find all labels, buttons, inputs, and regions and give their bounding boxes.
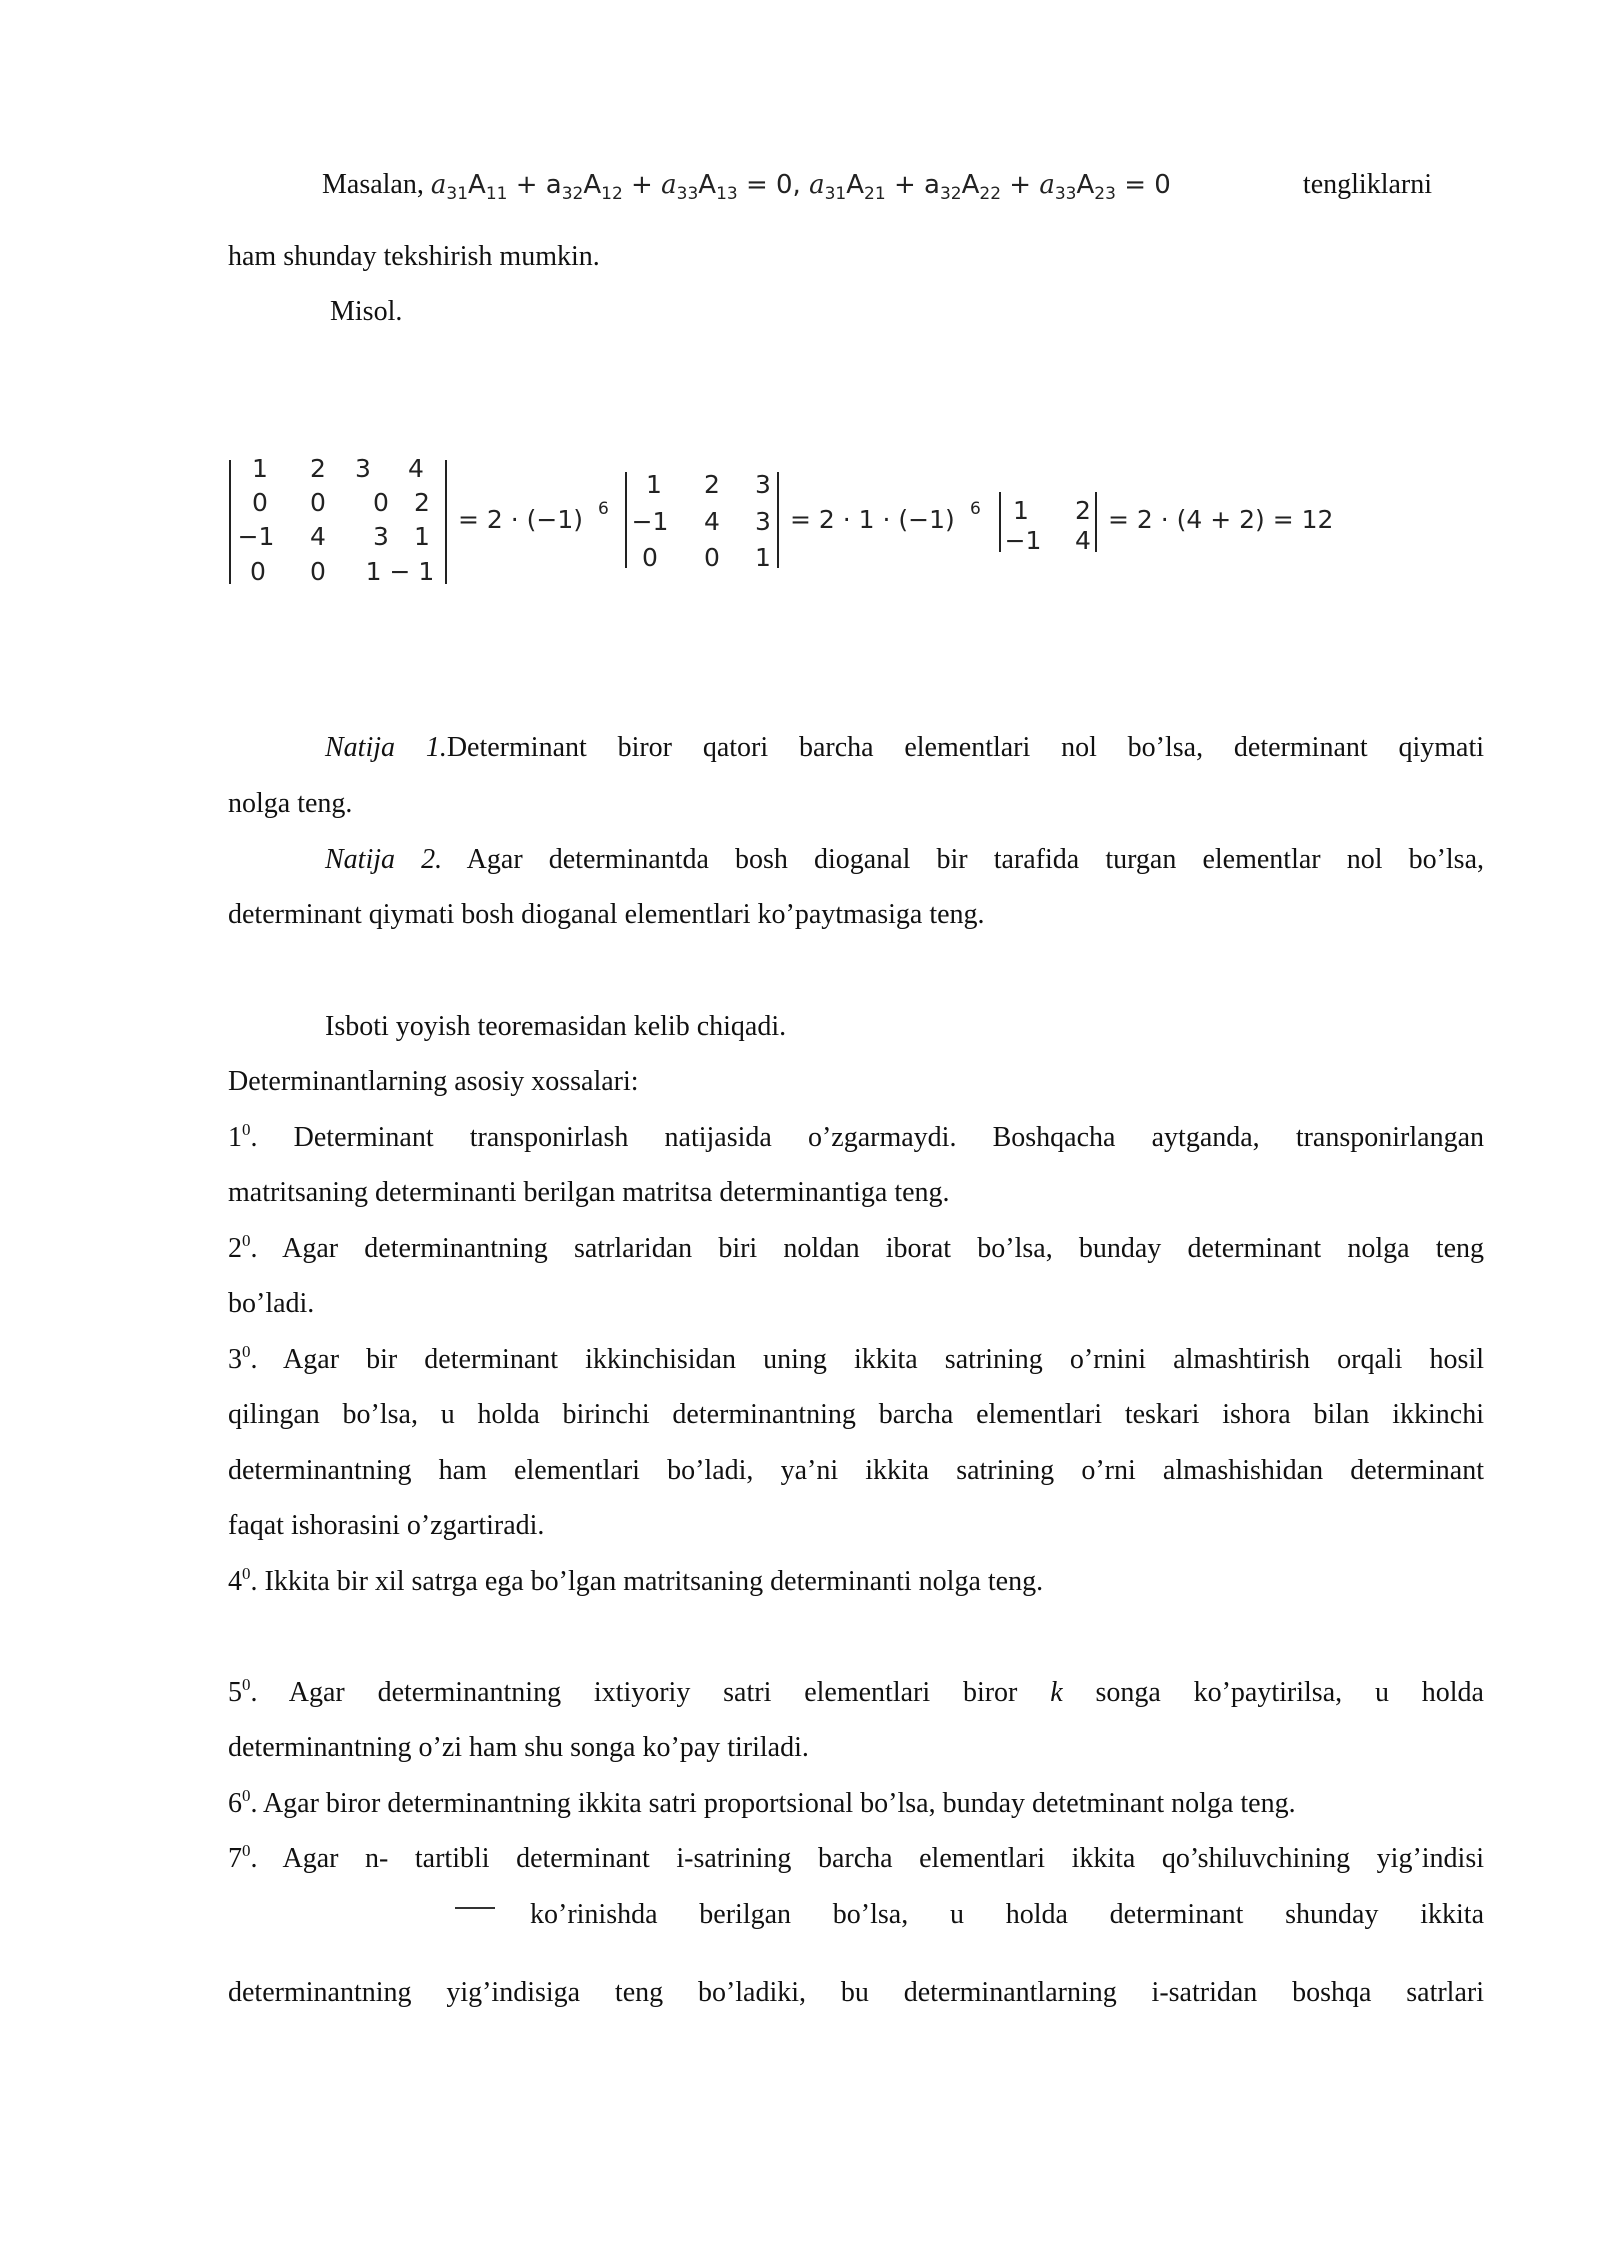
natija1-label: Natija 1. <box>325 732 447 763</box>
property-5-k: k <box>1050 1677 1063 1708</box>
m3-r0c2: 3 <box>755 470 771 499</box>
m3-r2c1: 0 <box>704 543 720 572</box>
m4-r0c0: 1 <box>252 454 268 483</box>
m4-r1c1: 0 <box>310 488 326 517</box>
property-1-number: 1 <box>228 1122 242 1153</box>
exponent-1: 6 <box>598 499 609 519</box>
property-3-line4: faqat ishorasini o’zgartiradi. <box>228 1510 545 1541</box>
natija1-line1 <box>325 728 1484 768</box>
equals-expr-2: = 2 · 1 · (−1) <box>790 505 955 534</box>
m4-r1c3: 2 <box>414 488 430 517</box>
natija2-text: Agar determinantda bosh dioganal bir tarafida turgan elementlar nol bo’lsa, <box>442 844 1485 875</box>
cofactor-identity-formula: $a_{31}A_{11} + a_{32}A_{12} + a_{33}A_{13} = 0$, $a_{31}A_{21} + a_{32}A_{22} + a_{33}A_{23} = 0$ <box>430 170 1171 204</box>
property-4-line1: $4^0$. Ikkita bir xil satrga ega bo’lgan matritsaning determinanti nolga teng. <box>228 1564 1044 1597</box>
natija2-line1 <box>325 840 1484 880</box>
m3-r1c2: 3 <box>755 507 771 536</box>
exponent-2: 6 <box>970 499 981 519</box>
natija1-line2: nolga teng. <box>228 788 353 819</box>
xossalar-title: Determinantlarning asosiy xossalari: <box>228 1066 639 1097</box>
m2-r1c1: 4 <box>1075 526 1091 555</box>
intro-suffix: tengliklarni <box>1302 169 1432 200</box>
m4-r1c2: 0 <box>373 488 389 517</box>
m2-r1c0: −1 <box>1004 526 1042 555</box>
property-2-line2: bo’ladi. <box>228 1288 315 1319</box>
isboti-line: Isboti yoyish teoremasidan kelib chiqadi. <box>325 1011 787 1042</box>
m4-r0c3: 4 <box>408 454 424 483</box>
m4-r2c3: 1 <box>414 522 430 551</box>
m3-r1c0: −1 <box>631 507 669 536</box>
m4-r2c2: 3 <box>373 522 389 551</box>
m4-r3c0: 0 <box>250 557 266 586</box>
property-5-line1: $5^0$. Agar determinantning ixtiyoriy satri elementlari biror k songa ko’paytirilsa, u holda <box>228 1675 1484 1708</box>
natija2-line2: determinant qiymati bosh dioganal elementlari ko’paytmasiga teng. <box>228 899 985 930</box>
property-7-number: 7 <box>228 1843 242 1874</box>
m4-r2c0: −1 <box>237 522 275 551</box>
m2-r0c1: 2 <box>1075 496 1091 525</box>
property-7-line1: $7^0$. Agar n- tartibli determinant i-satrining barcha elementlari ikkita qo’shiluvchining yig’indisi <box>228 1841 1484 1874</box>
m3-r2c2: 1 <box>755 543 771 572</box>
m2-r0c0: 1 <box>1013 496 1029 525</box>
natija2-label: Natija 2. <box>325 844 443 875</box>
m4-r2c1: 4 <box>310 522 326 551</box>
property-7-line2: ko’rinishda berilgan bo’lsa, u holda determinant shunday ikkita <box>530 1899 1484 1930</box>
property-5-line2: determinantning o’zi ham shu songa ko’pay tiriladi. <box>228 1732 809 1763</box>
intro-continuation: ham shunday tekshirish mumkin. <box>228 241 600 272</box>
equals-expr-1: = 2 · (−1) <box>458 505 583 534</box>
intro-prefix: Masalan, <box>322 169 431 200</box>
property-7-formula-placeholder <box>455 1895 495 1935</box>
property-3-number: 3 <box>228 1344 242 1375</box>
m4-r3c1: 0 <box>310 557 326 586</box>
m3-r1c1: 4 <box>704 507 720 536</box>
m3-r0c0: 1 <box>646 470 662 499</box>
det3-matrix <box>632 470 771 572</box>
property-3-line3: determinantning ham elementlari bo’ladi, ya’ni ikkita satrining o’rni almashishidan determinant <box>228 1455 1484 1486</box>
property-7-line3: determinantning yig’indisiga teng bo’ladiki, bu determinantlarning i-satridan boshqa satrlari <box>228 1977 1484 2008</box>
property-3-line2: qilingan bo’lsa, u holda birinchi determinantning barcha elementlari teskari ishora bilan ikkinchi <box>228 1399 1484 1430</box>
property-1-line2: matritsaning determinanti berilgan matritsa determinantiga teng. <box>228 1177 950 1208</box>
m3-r0c1: 2 <box>704 470 720 499</box>
property-5-number: 5 <box>228 1677 242 1708</box>
natija1-text: Determinant biror qatori barcha elementlari nol bo’lsa, determinant qiymati <box>446 732 1484 763</box>
equals-expr-3: = 2 · (4 + 2) = 12 <box>1108 505 1334 534</box>
m4-r3c2: 1 − 1 <box>365 557 435 586</box>
det2-matrix <box>1005 496 1091 555</box>
property-4-number: 4 <box>228 1566 242 1597</box>
m4-r1c0: 0 <box>252 488 268 517</box>
property-2-number: 2 <box>228 1233 242 1264</box>
formula-dash <box>455 1907 495 1909</box>
m4-r0c2: 3 <box>355 454 371 483</box>
m3-r2c0: 0 <box>642 543 658 572</box>
determinant-expansion-svg <box>228 448 1378 598</box>
m4-r0c1: 2 <box>310 454 326 483</box>
property-3-line1: $3^0$. Agar bir determinant ikkinchisidan uning ikkita satrining o’rnini almashtirish orqali hosil <box>228 1342 1484 1375</box>
misol-label: Misol. <box>330 296 403 327</box>
property-1-line1: $1^0$. Determinant transponirlash natijasida o’zgarmaydi. Boshqacha aytganda, transponirlangan <box>228 1120 1484 1153</box>
intro-line <box>322 165 1432 205</box>
property-2-line1: $2^0$. Agar determinantning satrlaridan biri noldan iborat bo’lsa, bunday determinant nolga teng <box>228 1231 1484 1264</box>
det4-matrix <box>238 454 435 586</box>
property-6-number: 6 <box>228 1788 242 1819</box>
property-6-line1: $6^0$. Agar biror determinantning ikkita satri proportsional bo’lsa, bunday detetminant nolga teng. <box>228 1786 1296 1819</box>
